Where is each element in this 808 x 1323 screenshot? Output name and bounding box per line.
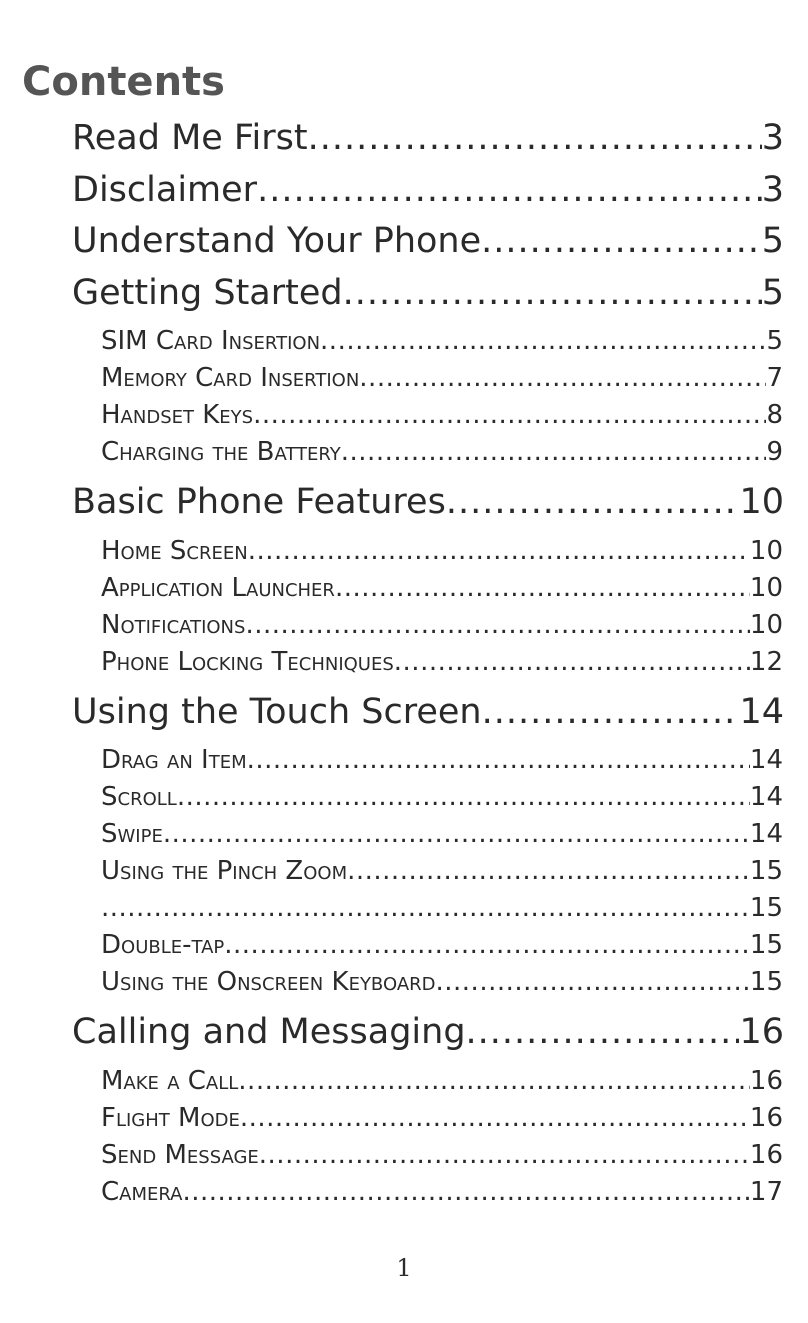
toc-subentry[interactable] [101, 570, 783, 607]
toc-entry-label: Read Me First [72, 118, 308, 158]
toc-entry-page-number: 5 [761, 272, 784, 313]
dot-leader [446, 477, 740, 529]
page-number: 1 [396, 1254, 412, 1282]
toc-entry-page-number: 14 [739, 691, 784, 732]
toc-entry-label: Calling and Messaging [72, 1012, 466, 1052]
toc-entry-page-number: 14 [749, 745, 783, 775]
toc-entry-page-number: 3 [761, 169, 784, 210]
toc-entry-page-number: 5 [761, 221, 784, 261]
toc-entry-label: Using the Onscreen Keyboard [101, 967, 436, 997]
toc-entry-label: Flight Mode [101, 1102, 240, 1133]
toc-entry-page-number: 10 [739, 482, 784, 522]
toc-entry-label: Phone Locking Techniques [101, 646, 394, 677]
dot-leader [101, 890, 750, 927]
toc-entry[interactable] [72, 1007, 784, 1059]
dot-leader [163, 816, 750, 853]
toc-entry-label: Double-tap [101, 930, 225, 960]
toc-subentry[interactable] [101, 533, 783, 570]
toc-entry-page-number: 9 [766, 437, 783, 467]
dot-leader [335, 570, 750, 607]
dot-leader [308, 113, 762, 165]
toc-entry[interactable] [72, 113, 784, 165]
toc-subentry[interactable] [101, 816, 783, 853]
toc-entry-label: Home Screen [101, 535, 248, 566]
toc-entry-label: Scroll [101, 782, 177, 812]
toc-entry-page-number: 8 [766, 400, 783, 430]
toc-entry-page-number: 12 [749, 646, 783, 677]
toc-entry[interactable] [72, 687, 784, 739]
toc-entry[interactable] [72, 477, 784, 529]
dot-leader [436, 964, 750, 1001]
toc-entry-label: Getting Started [72, 272, 343, 313]
dot-leader [343, 268, 762, 320]
toc-entry-label: Make a Call [101, 1065, 239, 1096]
toc-entry-label: SIM Card Insertion [101, 326, 321, 356]
dot-leader [253, 397, 766, 434]
toc-subentry[interactable] [101, 1063, 783, 1100]
toc-entry-page-number: 15 [749, 930, 783, 960]
toc-entry-label: Handset Keys [101, 400, 254, 430]
toc-entry[interactable] [72, 165, 784, 217]
toc-entry-label: Swipe [101, 819, 163, 849]
toc-entry-label: Drag an Item [101, 745, 247, 775]
toc-subentry[interactable] [101, 853, 783, 890]
toc-subentry[interactable] [101, 397, 783, 434]
dot-leader [238, 1063, 750, 1100]
toc-entry-label: Camera [101, 1176, 183, 1207]
dot-leader [245, 607, 749, 644]
toc-entry-label: Memory Card Insertion [101, 363, 360, 393]
dot-leader [320, 323, 766, 360]
toc-entry-page-number: 5 [766, 326, 783, 356]
toc-entry-page-number: 17 [749, 1176, 783, 1207]
toc-entry-label: Using the Pinch Zoom [101, 856, 348, 886]
dot-leader [347, 853, 750, 890]
toc-entry-label: Basic Phone Features [72, 482, 446, 522]
toc-entry-label: Disclaimer [72, 169, 258, 210]
toc-entry-page-number: 3 [761, 118, 784, 158]
toc-subentry[interactable] [101, 434, 783, 471]
toc-entry-page-number: 15 [749, 967, 783, 997]
dot-leader [482, 687, 740, 739]
dot-leader [341, 434, 767, 471]
toc-entry-page-number: 14 [749, 819, 783, 849]
toc-subentry[interactable] [101, 644, 783, 681]
toc-subentry[interactable] [101, 742, 783, 779]
toc-entry-page-number: 10 [749, 609, 783, 640]
dot-leader [248, 533, 750, 570]
toc-entry-label: Charging the Battery [101, 437, 341, 467]
toc-entry-page-number: 16 [749, 1065, 783, 1096]
toc-subentry[interactable] [101, 779, 783, 816]
dot-leader [359, 360, 766, 397]
table-of-contents [0, 113, 808, 1211]
dot-leader [257, 165, 762, 217]
toc-entry-label: Send Message [101, 1139, 259, 1170]
toc-subentry[interactable] [101, 964, 783, 1001]
dot-leader [466, 1007, 740, 1059]
dot-leader [394, 644, 750, 681]
toc-subentry[interactable] [101, 323, 783, 360]
toc-entry-page-number: 10 [749, 535, 783, 566]
toc-subentry[interactable] [101, 607, 783, 644]
toc-entry[interactable] [72, 268, 784, 320]
page-title: Contents [22, 59, 225, 105]
toc-entry-page-number: 15 [749, 893, 783, 923]
toc-subentry[interactable] [101, 890, 783, 927]
dot-leader [247, 742, 750, 779]
toc-entry-label: Understand Your Phone [72, 221, 482, 261]
toc-subentry[interactable] [101, 927, 783, 964]
toc-subentry[interactable] [101, 1100, 783, 1137]
toc-entry-page-number: 16 [749, 1102, 783, 1133]
toc-entry-page-number: 16 [749, 1139, 783, 1170]
toc-entry-label: Using the Touch Screen [72, 691, 482, 732]
dot-leader [240, 1100, 750, 1137]
toc-subentry[interactable] [101, 360, 783, 397]
toc-entry-page-number: 14 [749, 782, 783, 812]
dot-leader [182, 1174, 749, 1211]
dot-leader [224, 927, 750, 964]
dot-leader [259, 1137, 750, 1174]
dot-leader [481, 216, 762, 268]
toc-entry-page-number: 16 [739, 1012, 784, 1052]
toc-entry-page-number: 10 [749, 572, 783, 603]
toc-subentry[interactable] [101, 1174, 783, 1211]
toc-subentry[interactable] [101, 1137, 783, 1174]
toc-entry-page-number: 7 [766, 363, 783, 393]
toc-entry-label: Notifications [101, 609, 246, 640]
dot-leader [177, 779, 750, 816]
toc-entry[interactable] [72, 216, 784, 268]
toc-entry-page-number: 15 [749, 856, 783, 886]
toc-entry-label: Application Launcher [101, 572, 335, 603]
